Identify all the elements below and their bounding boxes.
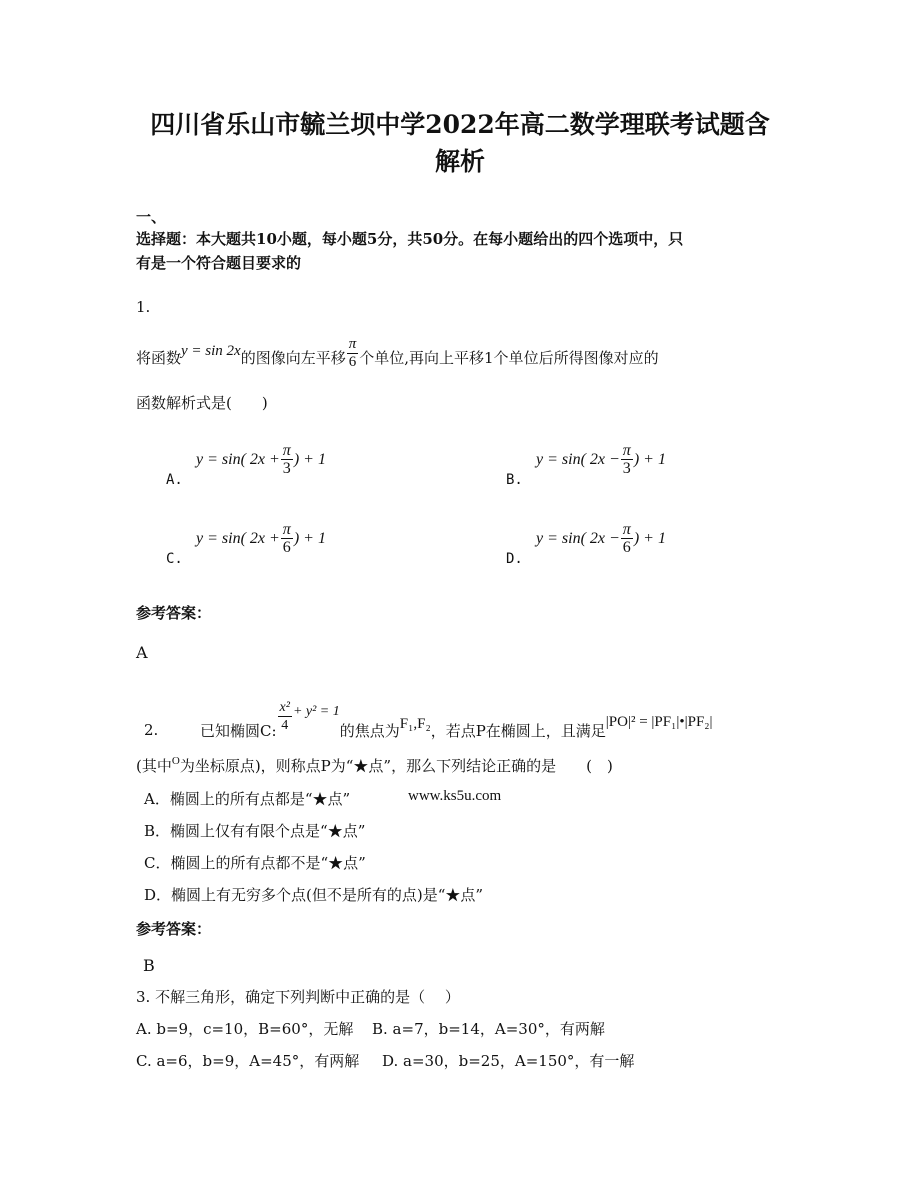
section-heading-line2: 有是一个符合题目要求的 bbox=[136, 254, 302, 272]
q1-number: 1. bbox=[136, 298, 151, 316]
q2-stem-line2 bbox=[136, 755, 613, 776]
q2-line2-b: 为坐标原点)，则称点P为“★点”，那么下列结论正确的是 ( ) bbox=[179, 757, 613, 775]
q3-option-b: B. a=7，b=14，A=30°，有两解 bbox=[372, 1020, 605, 1038]
q1-option-d-letter: D. bbox=[506, 551, 523, 567]
q1-option-a-fraction bbox=[281, 442, 293, 477]
document-title-line1: 四川省乐山市毓兰坝中学2022年高二数学理联考试题含 bbox=[150, 110, 770, 139]
q1-option-b-num: π bbox=[622, 442, 631, 459]
q2-condition: |PO|² = |PF₁|•|PF₂| bbox=[605, 713, 713, 730]
q1-option-c-post: ) + 1 bbox=[293, 529, 326, 547]
q3-stem: 3. 不解三角形，确定下列判断中正确的是（ ） bbox=[136, 988, 460, 1006]
q2-option-a: A．椭圆上的所有点都是“★点” bbox=[144, 790, 351, 808]
q2-line2-a: (其中 bbox=[136, 757, 172, 775]
q2-answer-label: 参考答案： bbox=[136, 920, 212, 938]
q1-stem-line2: 函数解析式是( ) bbox=[136, 394, 268, 412]
q2-origin-symbol: O bbox=[171, 754, 180, 767]
q3-option-d: D. a=30，b=25，A=150°，有一解 bbox=[382, 1052, 635, 1070]
q1-option-d-den: 6 bbox=[622, 539, 631, 556]
q2-stem-line1 bbox=[144, 690, 713, 742]
q1-text-b: 的图像向左平移 bbox=[240, 348, 346, 367]
q1-stem-line1 bbox=[136, 332, 659, 382]
q2-ellipse-denominator: 4 bbox=[281, 717, 289, 733]
q3-option-a: A. b=9，c=10，B=60°，无解 bbox=[136, 1020, 354, 1038]
q2-text-b: 的焦点为 bbox=[339, 721, 400, 740]
q1-option-d-post: ) + 1 bbox=[633, 529, 666, 547]
q2-foci: F₁,F₂ bbox=[399, 715, 431, 732]
q1-option-a-post: ) + 1 bbox=[293, 450, 326, 468]
q2-option-c: C．椭圆上的所有点都不是“★点” bbox=[144, 854, 366, 872]
q1-option-c-pre: y = sin( 2x + bbox=[196, 529, 280, 547]
q1-option-a-den: 3 bbox=[282, 460, 291, 477]
q1-option-d-fraction bbox=[621, 521, 633, 556]
q1-answer: A bbox=[136, 643, 148, 662]
q2-ellipse-fraction bbox=[278, 699, 292, 734]
q2-watermark: www.ks5u.com bbox=[408, 788, 502, 804]
q1-option-a-num: π bbox=[282, 442, 291, 459]
q1-option-b-pre: y = sin( 2x − bbox=[536, 450, 620, 468]
q1-shift-fraction bbox=[347, 336, 359, 371]
q2-ellipse-numerator: x² bbox=[279, 699, 290, 715]
q1-option-d-num: π bbox=[622, 521, 631, 538]
q3-option-c: C. a=6，b=9，A=45°，有两解 bbox=[136, 1052, 360, 1070]
q1-option-b-den: 3 bbox=[622, 460, 631, 477]
q1-shift-denominator: 6 bbox=[348, 353, 357, 370]
q1-answer-label: 参考答案： bbox=[136, 604, 212, 622]
q1-option-c-letter: C. bbox=[166, 551, 183, 567]
q1-option-a-formula bbox=[196, 442, 326, 477]
q1-option-a-letter: A. bbox=[166, 472, 183, 488]
section-heading-line1: 选择题：本大题共10小题，每小题5分，共50分。在每小题给出的四个选项中，只 bbox=[136, 230, 684, 248]
q1-option-a-pre: y = sin( 2x + bbox=[196, 450, 280, 468]
q1-option-c-den: 6 bbox=[282, 539, 291, 556]
q2-number: 2. bbox=[144, 721, 159, 739]
q1-option-c-num: π bbox=[282, 521, 291, 538]
q1-option-b-letter: B. bbox=[506, 472, 523, 488]
q1-text-c: 个单位,再向上平移1个单位后所得图像对应的 bbox=[359, 348, 659, 367]
q1-option-c-formula bbox=[196, 521, 326, 556]
q1-text-a: 将函数 bbox=[136, 348, 182, 367]
section-number: 一、 bbox=[136, 208, 167, 226]
q1-option-b-formula bbox=[536, 442, 666, 477]
q1-option-b-post: ) + 1 bbox=[633, 450, 666, 468]
q2-answer: B bbox=[143, 956, 155, 975]
q2-text-c: ，若点P在椭圆上，且满足 bbox=[430, 721, 606, 740]
q1-option-d-pre: y = sin( 2x − bbox=[536, 529, 620, 547]
document-title-line2: 解析 bbox=[434, 147, 485, 176]
q1-option-d-formula bbox=[536, 521, 666, 556]
q1-option-c-fraction bbox=[281, 521, 293, 556]
q2-option-d: D．椭圆上有无穷多个点(但不是所有的点)是“★点” bbox=[144, 886, 484, 904]
q2-ellipse-rest: + y² = 1 bbox=[292, 704, 340, 719]
q2-option-b: B．椭圆上仅有有限个点是“★点” bbox=[144, 822, 366, 840]
q1-function: y = sin 2x bbox=[181, 342, 241, 359]
q2-text-a: 已知椭圆C: bbox=[200, 721, 277, 740]
q1-option-b-fraction bbox=[621, 442, 633, 477]
q1-shift-numerator: π bbox=[348, 335, 357, 352]
